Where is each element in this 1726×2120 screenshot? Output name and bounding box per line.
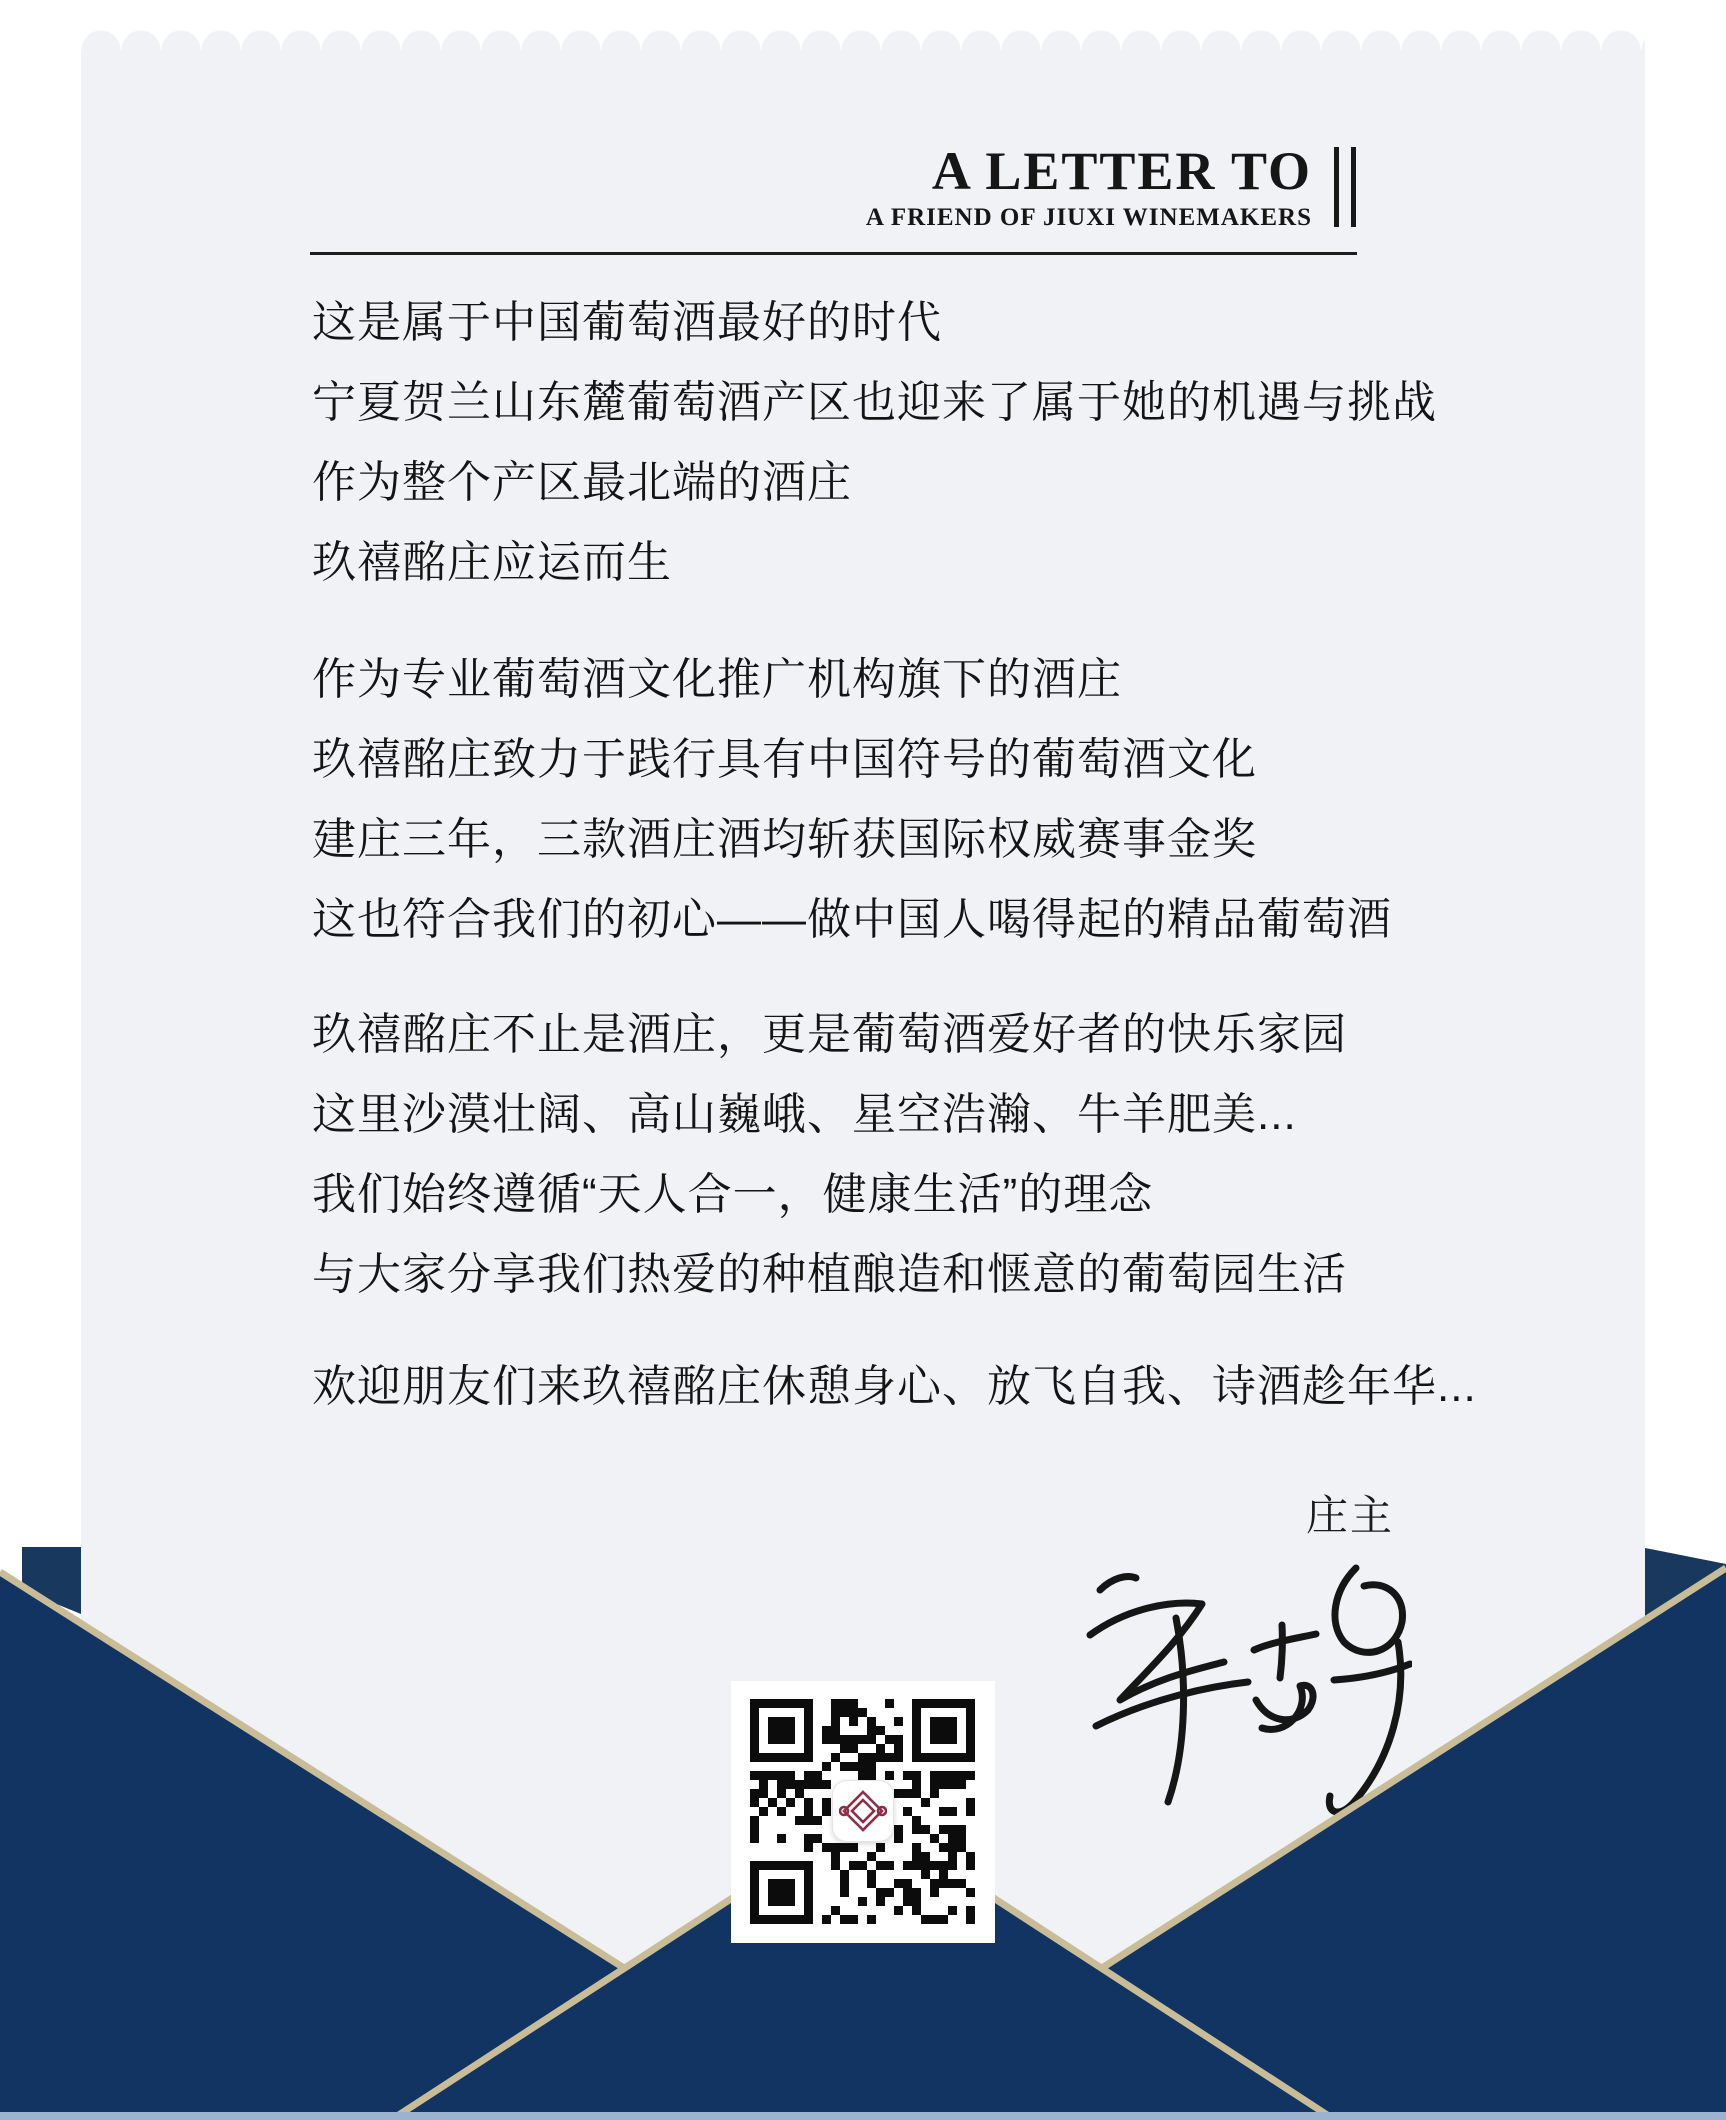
paragraph-line: 建庄三年，三款酒庄酒均斩获国际权威赛事金奖 <box>312 815 1257 864</box>
paragraph-line: 宁夏贺兰山东麓葡萄酒产区也迎来了属于她的机遇与挑战 <box>312 378 1437 427</box>
bottom-strip <box>0 2112 1726 2120</box>
paragraph-line: 玖禧酩庄不止是酒庄，更是葡萄酒爱好者的快乐家园 <box>312 1010 1347 1059</box>
paragraph-line: 玖禧酩庄致力于践行具有中国符号的葡萄酒文化 <box>312 735 1257 784</box>
paragraph-line: 这里沙漠壮阔、高山巍峨、星空浩瀚、牛羊肥美... <box>312 1090 1297 1139</box>
owner-label: 庄主 <box>1306 1492 1395 1539</box>
paragraph-line: 玖禧酩庄应运而生 <box>312 538 672 587</box>
paragraph-line: 与大家分享我们热爱的种植酿造和惬意的葡萄园生活 <box>312 1250 1347 1299</box>
qr-center-logo <box>833 1781 893 1841</box>
page-subtitle: A FRIEND OF JIUXI WINEMAKERS <box>865 204 1312 231</box>
paragraph-line: 作为专业葡萄酒文化推广机构旗下的酒庄 <box>312 655 1122 704</box>
paragraph-line: 作为整个产区最北端的酒庄 <box>312 458 852 507</box>
paragraph-line: 这是属于中国葡萄酒最好的时代 <box>312 298 942 347</box>
qr-code <box>731 1681 995 1943</box>
paragraph-line: 这也符合我们的初心——做中国人喝得起的精品葡萄酒 <box>312 895 1392 944</box>
jiuxi-diamond-logo-icon <box>839 1787 887 1835</box>
paragraph-line: 我们始终遵循“天人合一，健康生活”的理念 <box>312 1170 1154 1219</box>
page-title: A LETTER TO <box>931 141 1312 201</box>
paragraph-line: 欢迎朋友们来玖禧酩庄休憩身心、放飞自我、诗酒趁年华... <box>312 1362 1477 1411</box>
